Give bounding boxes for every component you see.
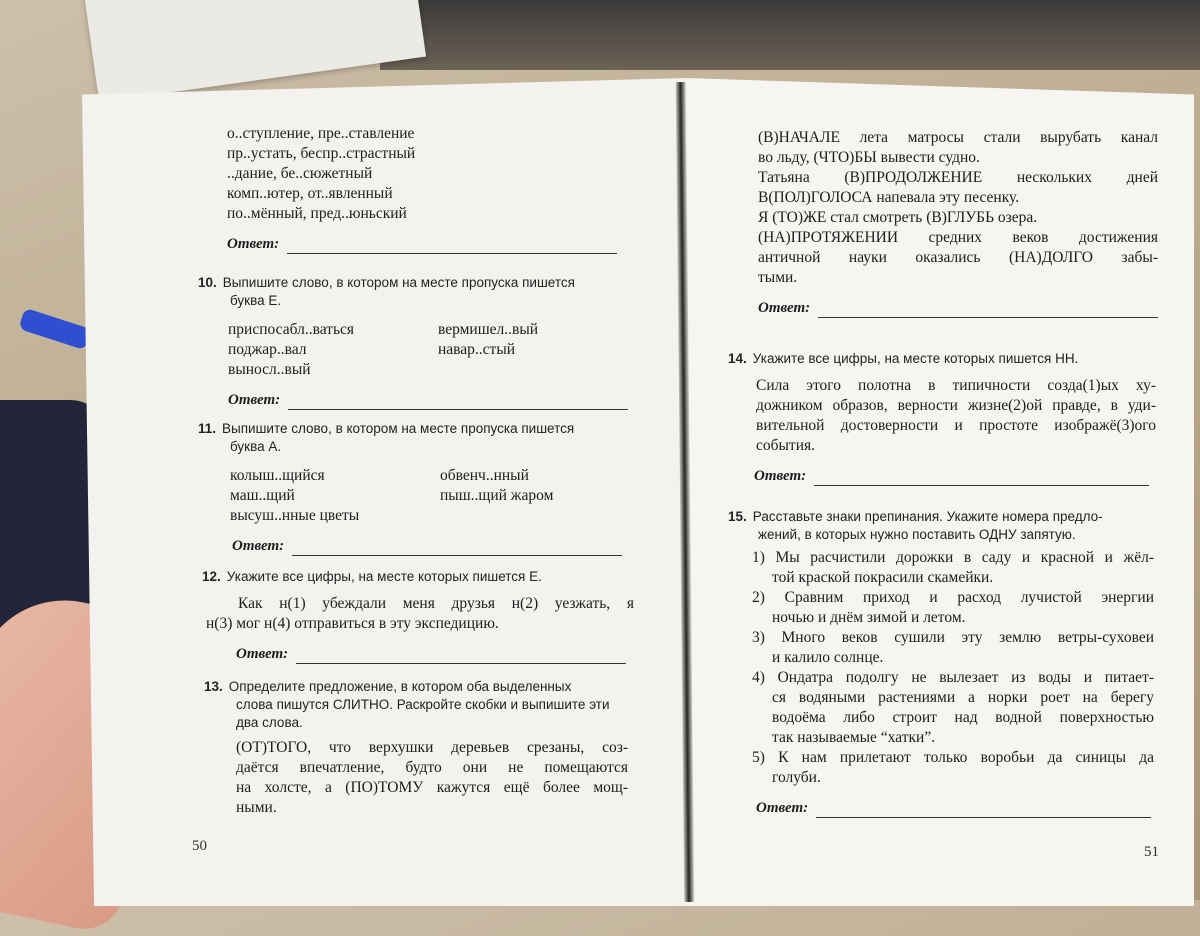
- list-item: ночью и днём зимой и летом.: [772, 609, 966, 626]
- sentence-line: дожником образов, верности жизне(2)ой правде, в уди-: [756, 397, 1156, 414]
- sentence-line: н(3) мог н(4) отправиться в эту экспедицию.: [206, 615, 499, 632]
- option-word: выносл..вый: [228, 361, 311, 378]
- words-block: [227, 124, 647, 254]
- sentence-line: (ОТ)ТОГО, что верхушки деревьев срезаны, соз-: [236, 739, 628, 756]
- sentence-line: тыми.: [758, 269, 798, 286]
- answer-label: Ответ:: [758, 300, 811, 316]
- list-item: и калило солнце.: [772, 649, 884, 666]
- desk-background: [380, 0, 1200, 70]
- answer-line[interactable]: [816, 803, 1151, 818]
- answer-row: [758, 298, 1158, 318]
- word-line: комп..ютер, от..явленный: [227, 185, 393, 202]
- answer-line[interactable]: [287, 239, 617, 254]
- sentence-line: (НА)ПРОТЯЖЕНИИ средних веков достижения: [758, 229, 1158, 246]
- list-item: 2) Сравним приход и расход лучистой энергии: [752, 589, 1154, 606]
- question-10: [198, 274, 658, 410]
- page-number-left: 50: [192, 838, 207, 854]
- question-number: 11.: [198, 421, 217, 436]
- answer-label: Ответ:: [236, 646, 289, 662]
- answer-line[interactable]: [814, 471, 1149, 486]
- answer-row: [198, 390, 658, 410]
- question-11: [198, 420, 658, 556]
- question-13-continued: [758, 128, 1158, 318]
- sentence-line: античной науки оказались (НА)ДОЛГО забы-: [758, 249, 1158, 266]
- sentence-line: Я (ТО)ЖЕ стал смотреть (В)ГЛУБЬ озера.: [758, 209, 1038, 226]
- page-number-right: 51: [1144, 844, 1159, 860]
- answer-label: Ответ:: [754, 468, 807, 484]
- option-word: навар..стый: [438, 341, 516, 358]
- open-workbook: [82, 78, 1194, 906]
- answer-line[interactable]: [292, 541, 622, 556]
- question-text: буква Е.: [230, 293, 282, 308]
- question-text: жений, в которых нужно поставить ОДНУ запятую.: [758, 527, 1076, 542]
- answer-row: [227, 234, 647, 254]
- option-word: поджар..вал: [228, 341, 307, 358]
- question-text: Определите предложение, в котором оба выделенных: [228, 679, 572, 694]
- answer-label: Ответ:: [227, 236, 280, 252]
- option-word: приспосабл..ваться: [228, 321, 355, 338]
- answer-row: [198, 536, 658, 556]
- sentence-line: (В)НАЧАЛЕ лета матросы стали вырубать канал: [758, 129, 1158, 146]
- answer-label: Ответ:: [228, 392, 281, 408]
- question-text: Укажите все цифры, на месте которых пишется Е.: [226, 569, 542, 584]
- question-text: Расставьте знаки препинания. Укажите номера предло-: [752, 509, 1103, 524]
- question-number: 10.: [198, 275, 217, 290]
- option-word: колыш..щийся: [230, 467, 325, 484]
- answer-line[interactable]: [296, 649, 626, 664]
- sentence-line: Татьяна (В)ПРОДОЛЖЕНИЕ нескольких дней: [758, 169, 1158, 186]
- answer-row: [202, 644, 642, 664]
- question-number: 12.: [202, 569, 221, 584]
- list-item: 5) К нам прилетают только воробьи да синицы да: [752, 749, 1154, 766]
- question-text: два слова.: [236, 715, 303, 730]
- question-text: буква А.: [230, 439, 282, 454]
- list-item: водоёма либо строит над водной поверхностью: [772, 709, 1154, 726]
- list-item: той краской покрасили скамейки.: [772, 569, 994, 586]
- question-13: [204, 678, 634, 818]
- sentence-list: [728, 548, 1154, 788]
- answer-label: Ответ:: [756, 800, 809, 816]
- option-word: вермишел..вый: [438, 321, 539, 338]
- question-text: Выпишите слово, в котором на месте пропуска пишется: [222, 275, 575, 290]
- answer-row: [728, 798, 1168, 818]
- sentence-line: Сила этого полотна в типичности созда(1)ых ху-: [756, 377, 1156, 394]
- question-text: Укажите все цифры, на месте которых пишется НН.: [752, 351, 1079, 366]
- pen: [18, 308, 91, 351]
- question-text: Выпишите слово, в котором на месте пропуска пишется: [222, 421, 575, 436]
- question-15: [728, 508, 1168, 818]
- option-word: высуш..нные цветы: [230, 507, 360, 524]
- list-item: так называемые “хатки”.: [772, 729, 936, 746]
- sentence-line: во льду, (ЧТО)БЫ вывести судно.: [758, 149, 980, 166]
- list-item: 4) Ондатра подолгу не вылезает из воды и питает-: [752, 669, 1154, 686]
- word-line: ..дание, бе..сюжетный: [227, 165, 373, 182]
- option-word: маш..щий: [230, 487, 295, 504]
- sentence-line: вительной достоверности и простоте изображё(3)ого: [756, 417, 1156, 434]
- sentence-line: ными.: [236, 799, 277, 816]
- question-number: 15.: [728, 509, 747, 524]
- question-text: слова пишутся СЛИТНО. Раскройте скобки и выпишите эти: [236, 697, 610, 712]
- sentence-line: В(ПОЛ)ГОЛОСА напевала эту песенку.: [758, 189, 1020, 206]
- list-item: голуби.: [772, 769, 821, 786]
- question-number: 14.: [728, 351, 747, 366]
- answer-row: [728, 466, 1168, 486]
- list-item: 3) Много веков сушили эту землю ветры-суховеи: [752, 629, 1154, 646]
- option-word: пыш..щий жаром: [440, 487, 554, 504]
- answer-line[interactable]: [288, 395, 628, 410]
- question-14: [728, 350, 1168, 486]
- list-item: 1) Мы расчистили дорожки в саду и красной и жёл-: [752, 549, 1154, 566]
- sentence-line: события.: [756, 437, 816, 454]
- sentence-line: даётся впечатление, будто они не помещаются: [236, 759, 628, 776]
- word-line: по..мённый, пред..юньский: [227, 205, 407, 222]
- option-word: обвенч..нный: [440, 467, 529, 484]
- question-number: 13.: [204, 679, 223, 694]
- list-item: ся водяными растениями а норки роет на берегу: [772, 689, 1154, 706]
- answer-label: Ответ:: [232, 538, 285, 554]
- sentence-line: на холсте, а (ПО)ТОМУ кажутся ещё более мощ-: [236, 779, 628, 796]
- answer-line[interactable]: [818, 303, 1158, 318]
- question-12: [202, 568, 642, 664]
- sentence-line: Как н(1) убеждали меня друзья н(2) уезжать, я: [238, 595, 634, 612]
- word-line: о..ступление, пре..ставление: [227, 125, 415, 142]
- word-line: пр..устать, беспр..страстный: [227, 145, 416, 162]
